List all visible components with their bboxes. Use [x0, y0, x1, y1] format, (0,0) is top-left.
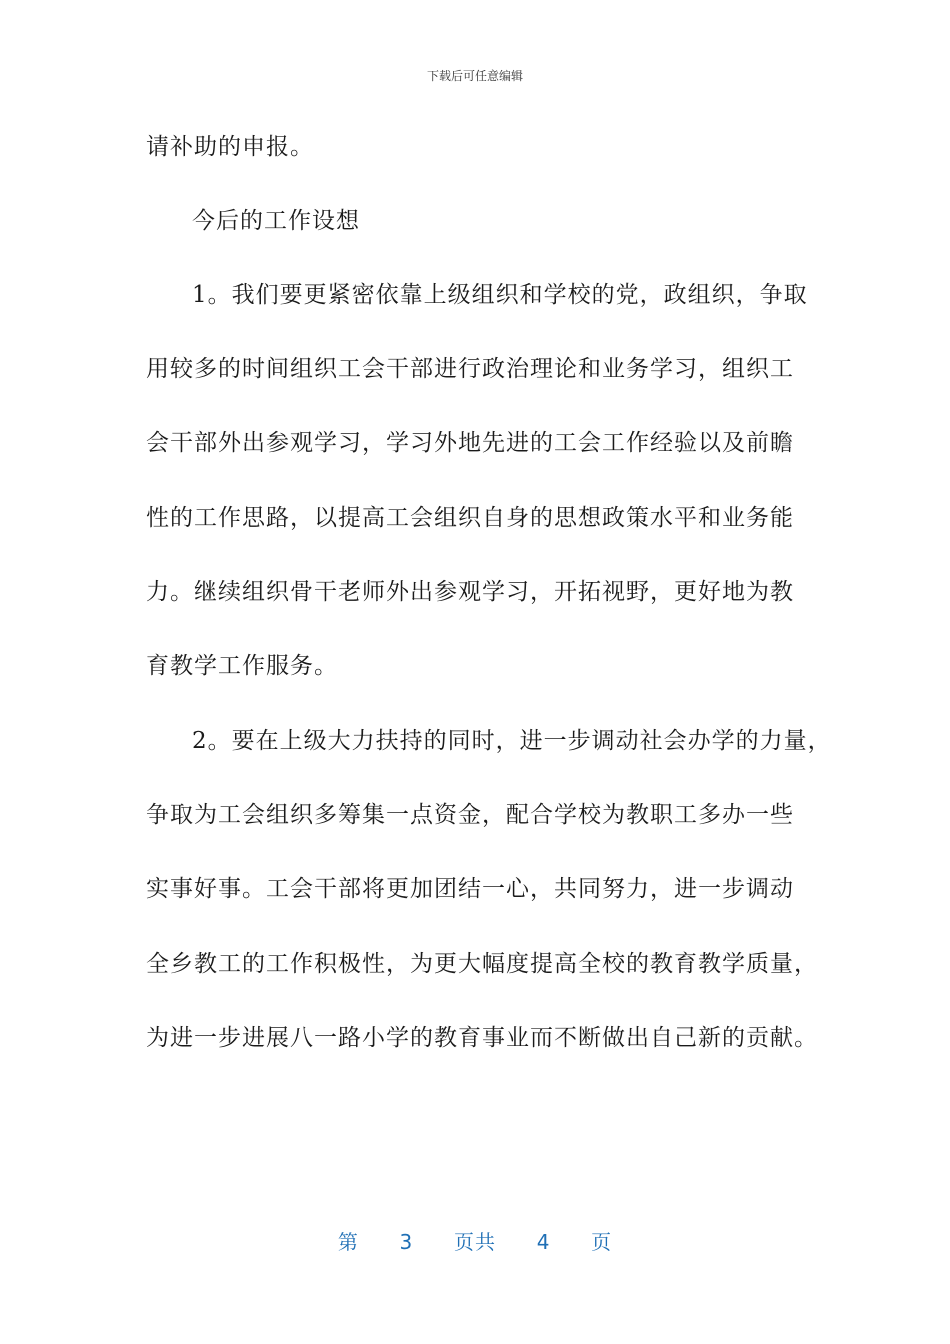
current-page-number: 3 — [399, 1230, 414, 1254]
footer-prefix: 第 — [337, 1230, 359, 1254]
page-header: 下载后可任意编辑 — [426, 69, 523, 83]
text-line: 性的工作思路，以提高工会组织自身的思想政策水平和业务能 — [146, 505, 794, 531]
section-heading: 今后的工作设想 — [192, 208, 360, 234]
text-line: 为进一步进展八一路小学的教育事业而不断做出自己新的贡献。 — [146, 1025, 818, 1051]
text-line: 力。继续组织骨干老师外出参观学习，开拓视野，更好地为教 — [146, 579, 794, 605]
footer-middle: 页共 — [454, 1230, 496, 1254]
text-line: 用较多的时间组织工会干部进行政治理论和业务学习，组织工 — [146, 356, 794, 382]
page-footer — [0, 1226, 950, 1255]
text-line: 全乡教工的工作积极性，为更大幅度提高全校的教育教学质量， — [146, 951, 818, 977]
text-line: 争取为工会组织多筹集一点资金，配合学校为教职工多办一些 — [146, 802, 794, 828]
text-line: 1。我们要更紧密依靠上级组织和学校的党，政组织，争取 — [192, 282, 808, 308]
text-line: 请补助的申报。 — [146, 134, 314, 160]
text-line: 育教学工作服务。 — [146, 653, 338, 679]
footer-suffix: 页 — [591, 1230, 613, 1254]
text-line: 会干部外出参观学习，学习外地先进的工会工作经验以及前瞻 — [146, 430, 794, 456]
text-line: 实事好事。工会干部将更加团结一心，共同努力，进一步调动 — [146, 876, 794, 902]
text-line: 2。要在上级大力扶持的同时，进一步调动社会办学的力量， — [192, 728, 832, 754]
total-page-number: 4 — [536, 1230, 551, 1254]
